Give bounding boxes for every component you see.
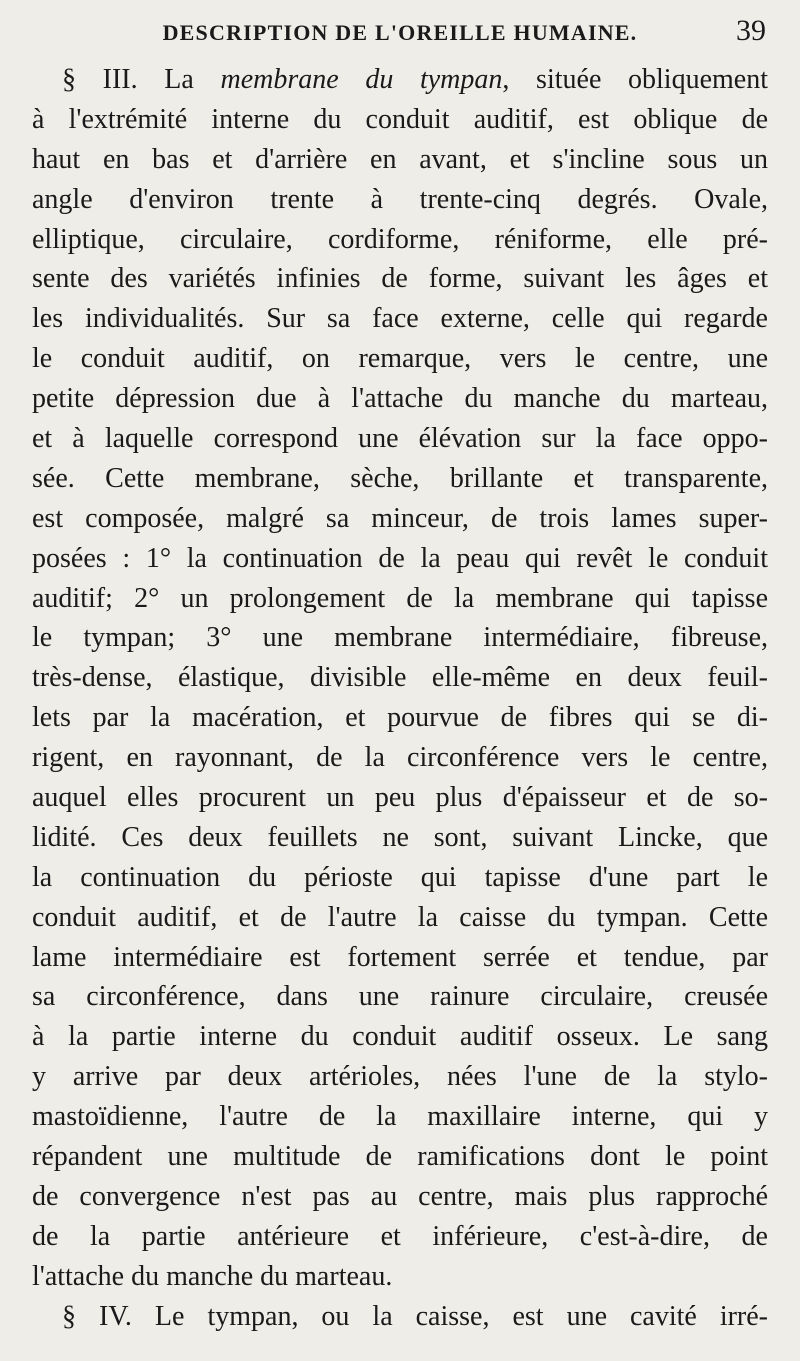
- text-line: lidité. Ces deux feuillets ne sont, suivant Lincke, que: [32, 821, 768, 853]
- text-line: de convergence n'est pas au centre, mais plus rapproché: [32, 1180, 768, 1212]
- text-line: le conduit auditif, on remarque, vers le centre, une: [32, 343, 768, 375]
- text-line: sée. Cette membrane, sèche, brillante et transparente,: [32, 462, 768, 494]
- text-line: très-dense, élastique, divisible elle-même en deux feuil-: [32, 662, 768, 694]
- text-line: auquel elles procurent un peu plus d'épaisseur et de so-: [32, 782, 768, 814]
- running-head: [0, 14, 800, 50]
- text-line: rigent, en rayonnant, de la circonférence vers le centre,: [32, 742, 768, 774]
- text-line: angle d'environ trente à trente-cinq degrés. Ovale,: [32, 183, 768, 215]
- body-text: [32, 60, 768, 1337]
- text-line: lets par la macération, et pourvue de fibres qui se di-: [32, 702, 768, 734]
- text-line: à la partie interne du conduit auditif osseux. Le sang: [32, 1021, 768, 1053]
- text-line: auditif; 2° un prolongement de la membrane qui tapisse: [32, 582, 768, 614]
- text-line: posées : 1° la continuation de la peau qui revêt le conduit: [32, 542, 768, 574]
- section-iv-first-line: [32, 1297, 768, 1337]
- text-line: y arrive par deux artérioles, nées l'une de la stylo-: [32, 1061, 768, 1093]
- text-line: de la partie antérieure et inférieure, c'est-à-dire, de: [32, 1220, 768, 1252]
- text-line: répandent une multitude de ramifications dont le point: [32, 1141, 768, 1173]
- text-line: et à laquelle correspond une élévation sur la face oppo-: [32, 423, 768, 455]
- text-line: lame intermédiaire est fortement serrée et tendue, par: [32, 941, 768, 973]
- section-iii-term: membrane du tympan: [220, 64, 503, 95]
- text-line: haut en bas et d'arrière en avant, et s'incline sous un: [32, 143, 768, 175]
- text-line: est composée, malgré sa minceur, de trois lames super-: [32, 502, 768, 534]
- text-line: à l'extrémité interne du conduit auditif, est oblique de: [32, 103, 768, 135]
- section-iii-after-term: , située obliquement: [502, 64, 768, 95]
- text-line: petite dépression due à l'attache du manche du marteau,: [32, 383, 768, 415]
- section-iv-text: Le tympan, ou la caisse, est une cavité irré-: [131, 1300, 768, 1332]
- section-iii-lead: La: [164, 64, 221, 95]
- text-line: la continuation du périoste qui tapisse d'une part le: [32, 861, 768, 893]
- running-title: DESCRIPTION DE L'OREILLE HUMAINE.: [162, 20, 638, 45]
- text-line: le tympan; 3° une membrane intermédiaire, fibreuse,: [32, 622, 768, 654]
- section-iii-label: § III.: [62, 64, 138, 95]
- text-line: elliptique, circulaire, cordiforme, réniforme, elle pré-: [32, 223, 768, 255]
- text-line: conduit auditif, et de l'autre la caisse du tympan. Cette: [32, 901, 768, 933]
- paragraph-last-line: l'attache du manche du marteau.: [32, 1260, 393, 1292]
- page-number: 39: [736, 14, 766, 47]
- section-iv-label: § IV.: [62, 1300, 132, 1332]
- text-line: mastoïdienne, l'autre de la maxillaire interne, qui y: [32, 1101, 768, 1133]
- text-line: sa circonférence, dans une rainure circulaire, creusée: [32, 981, 768, 1013]
- text-line: les individualités. Sur sa face externe, celle qui regarde: [32, 303, 768, 335]
- section-iii-first-line: [32, 60, 768, 100]
- text-line: sente des variétés infinies de forme, suivant les âges et: [32, 263, 768, 295]
